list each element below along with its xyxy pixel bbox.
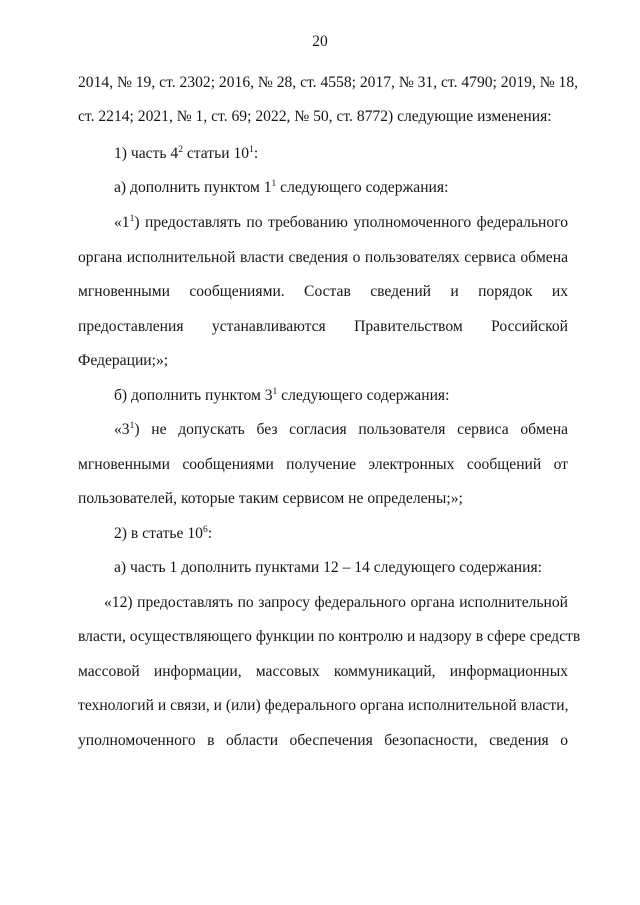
text: :: [253, 145, 259, 162]
superscript: 1: [249, 145, 254, 155]
page-number: 20: [312, 33, 328, 50]
text-line: «12) предоставлять по запросу федерального органа исполнительной: [104, 594, 568, 611]
text-line: мгновенными сообщениями получение электронных сообщений от: [78, 456, 568, 473]
text-line: уполномоченного в области обеспечения безопасности, сведения о: [78, 732, 568, 749]
text-line: ст. 2214; 2021, № 1, ст. 69; 2022, № 50, ст. 8772) следующие изменения:: [78, 108, 552, 125]
text: ) предоставлять по требованию уполномоченного федерального: [134, 214, 568, 231]
text: следующего содержания:: [277, 387, 450, 404]
text-line: Федерации;»;: [78, 352, 169, 369]
superscript: 1: [129, 421, 135, 431]
list-item: [114, 524, 568, 544]
text: 1) часть 4: [114, 145, 179, 162]
superscript: 2: [178, 145, 183, 155]
text: следующего содержания:: [276, 179, 449, 196]
text: ) не допускать без согласия пользователя сервиса обмена: [134, 421, 568, 438]
text: 2) в статье 10: [114, 525, 203, 542]
superscript: 6: [202, 525, 208, 535]
text-line: [114, 420, 568, 440]
superscript: 1: [272, 387, 278, 397]
text: а) дополнить пунктом 1: [114, 179, 272, 196]
superscript: 1: [129, 214, 135, 224]
text-line: предоставления устанавливаются Правительством Российской: [78, 318, 568, 335]
text-line: мгновенными сообщениями. Состав сведений и порядок их: [78, 283, 568, 300]
superscript: 1: [271, 179, 277, 189]
text: «1: [114, 214, 130, 231]
list-item: [114, 144, 568, 164]
text-line: массовой информации, массовых коммуникаций, информационных: [78, 663, 568, 680]
list-item: [114, 386, 568, 406]
text: б) дополнить пунктом 3: [114, 387, 273, 404]
text-line: органа исполнительной власти сведения о пользователях сервиса обмена: [78, 249, 568, 266]
list-item: [114, 178, 568, 198]
text-line: пользователей, которые таким сервисом не определены;»;: [78, 490, 463, 507]
text-line: 2014, № 19, ст. 2302; 2016, № 28, ст. 4558; 2017, № 31, ст. 4790; 2019, № 18,: [78, 74, 579, 91]
text: :: [207, 525, 213, 542]
text-line: [114, 213, 568, 233]
text-line: власти, осуществляющего функции по контролю и надзору в сфере средств: [78, 628, 581, 645]
text: статьи 10: [182, 145, 250, 162]
text-line: технологий и связи, и (или) федерального органа исполнительной власти,: [78, 697, 569, 714]
list-item: а) часть 1 дополнить пунктами 12 – 14 следующего содержания:: [114, 559, 542, 576]
text: «3: [114, 421, 130, 438]
